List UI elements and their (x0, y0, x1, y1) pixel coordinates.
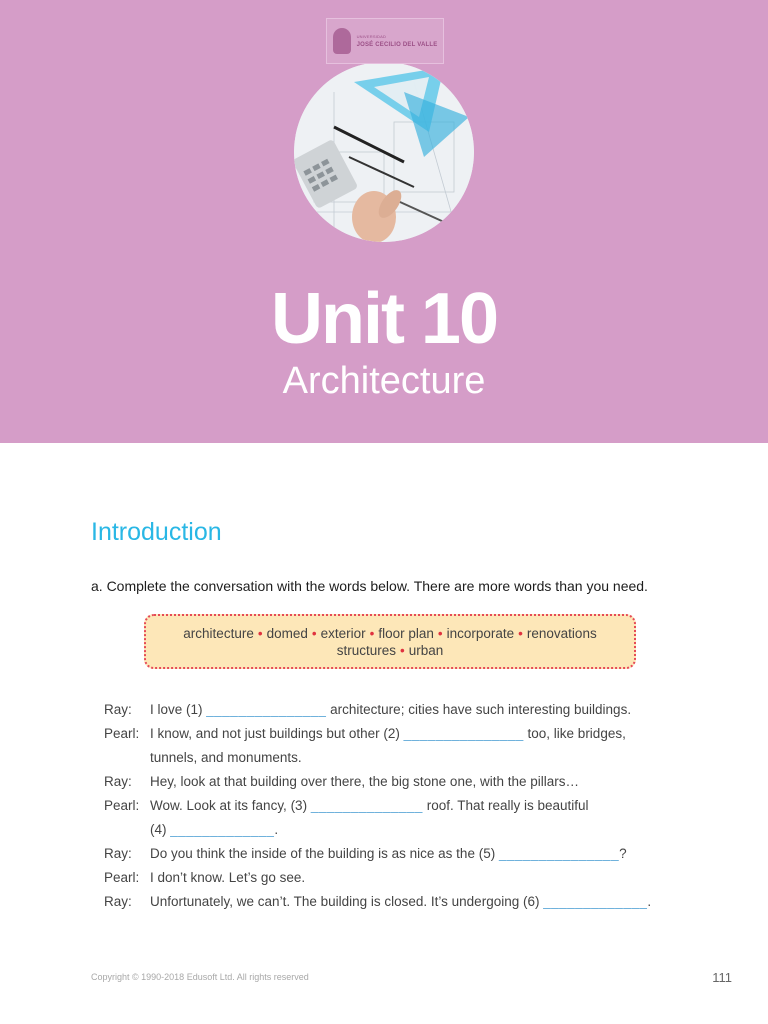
speech-text-after: ? (619, 846, 627, 861)
speech-text-before: I know, and not just buildings but other (2) (150, 726, 404, 741)
speech-text (150, 866, 704, 890)
answer-blank[interactable]: _______________ (498, 846, 620, 861)
bullet-separator-icon: • (400, 642, 405, 658)
conversation-line (104, 866, 704, 890)
speech-text (150, 818, 704, 842)
conversation-line (104, 746, 704, 770)
answer-blank[interactable]: _______________ (206, 702, 327, 717)
speech-text-before: Hey, look at that building over there, the big stone one, with the pillars… (150, 774, 579, 789)
conversation (104, 698, 704, 914)
logo-line-1: UNIVERSIDAD (356, 34, 387, 39)
speech-text (150, 770, 704, 794)
word-bank-line-2 (337, 642, 444, 659)
speaker-name: Pearl: (104, 798, 140, 813)
word-bank-word: exterior (320, 625, 366, 641)
speaker-name: Ray: (104, 894, 132, 909)
speech-text (150, 890, 704, 914)
bullet-separator-icon: • (518, 625, 523, 641)
speech-text-after: roof. That really is beautiful (422, 798, 589, 813)
architecture-photo (294, 62, 474, 242)
logo-line-2: JOSÉ CECILIO DEL VALLE (356, 42, 438, 48)
speech-text (150, 842, 704, 866)
speech-text-after: architecture; cities have such interesting buildings. (326, 702, 632, 717)
speech-text (150, 746, 704, 770)
word-bank-word: floor plan (378, 625, 434, 641)
word-bank-word: domed (266, 625, 308, 641)
speaker-name: Pearl: (104, 870, 140, 885)
speaker-name: Ray: (104, 774, 132, 789)
speech-text-after: . (274, 822, 279, 837)
speech-text-after: too, like bridges, (523, 726, 626, 741)
exercise-instruction: a. Complete the conversation with the words below. There are more words than you need. (91, 578, 648, 594)
bullet-separator-icon: • (369, 625, 375, 641)
word-bank-word: renovations (526, 625, 597, 641)
conversation-line (104, 770, 704, 794)
speech-text-before: I don’t know. Let’s go see. (150, 870, 306, 885)
bullet-separator-icon: • (311, 625, 317, 641)
speaker-name: Ray: (104, 702, 132, 717)
unit-title: Unit 10 (270, 279, 498, 359)
word-bank-word: architecture (183, 625, 254, 641)
speaker-name (104, 746, 150, 770)
answer-blank[interactable]: _____________ (170, 822, 275, 837)
unit-subtitle: Architecture (282, 360, 486, 402)
speaker-name: Ray: (104, 846, 132, 861)
blueprint-tools-illustration (294, 62, 474, 242)
page-number: 111 (712, 970, 732, 985)
conversation-line (104, 818, 704, 842)
speech-text-before: Do you think the inside of the building is as nice as the (5) (150, 846, 499, 861)
speech-text (150, 698, 704, 722)
speech-text-before: (4) (150, 822, 171, 837)
word-bank-word: structures (336, 642, 396, 658)
answer-blank[interactable]: _____________ (543, 894, 648, 909)
conversation-line (104, 698, 704, 722)
speaker-name (104, 818, 150, 842)
copyright-notice: Copyright © 1990-2018 Edusoft Ltd. All rights reserved (91, 972, 309, 982)
speaker-name: Pearl: (104, 726, 140, 741)
conversation-line (104, 722, 704, 746)
bullet-separator-icon: • (257, 625, 263, 641)
university-logo (326, 18, 444, 64)
speech-text-before: Wow. Look at its fancy, (3) (150, 798, 311, 813)
speech-text-before: I love (1) (150, 702, 207, 717)
conversation-line (104, 794, 704, 818)
word-bank-line-1 (183, 625, 596, 642)
speech-text (150, 794, 704, 818)
unit-header-banner (0, 0, 768, 443)
speech-text-before: Unfortunately, we can’t. The building is closed. It’s undergoing (6) (150, 894, 544, 909)
section-title: Introduction (91, 518, 222, 546)
answer-blank[interactable]: _______________ (403, 726, 524, 741)
word-bank-word: incorporate (446, 625, 515, 641)
bullet-separator-icon: • (437, 625, 443, 641)
speech-text (150, 722, 704, 746)
word-bank (144, 614, 636, 669)
answer-blank[interactable]: ______________ (310, 798, 423, 813)
word-bank-word: urban (408, 642, 444, 658)
speech-text-before: tunnels, and monuments. (150, 750, 302, 765)
speech-text-after: . (647, 894, 652, 909)
conversation-line (104, 842, 704, 866)
university-crest-icon (333, 28, 351, 54)
conversation-line (104, 890, 704, 914)
